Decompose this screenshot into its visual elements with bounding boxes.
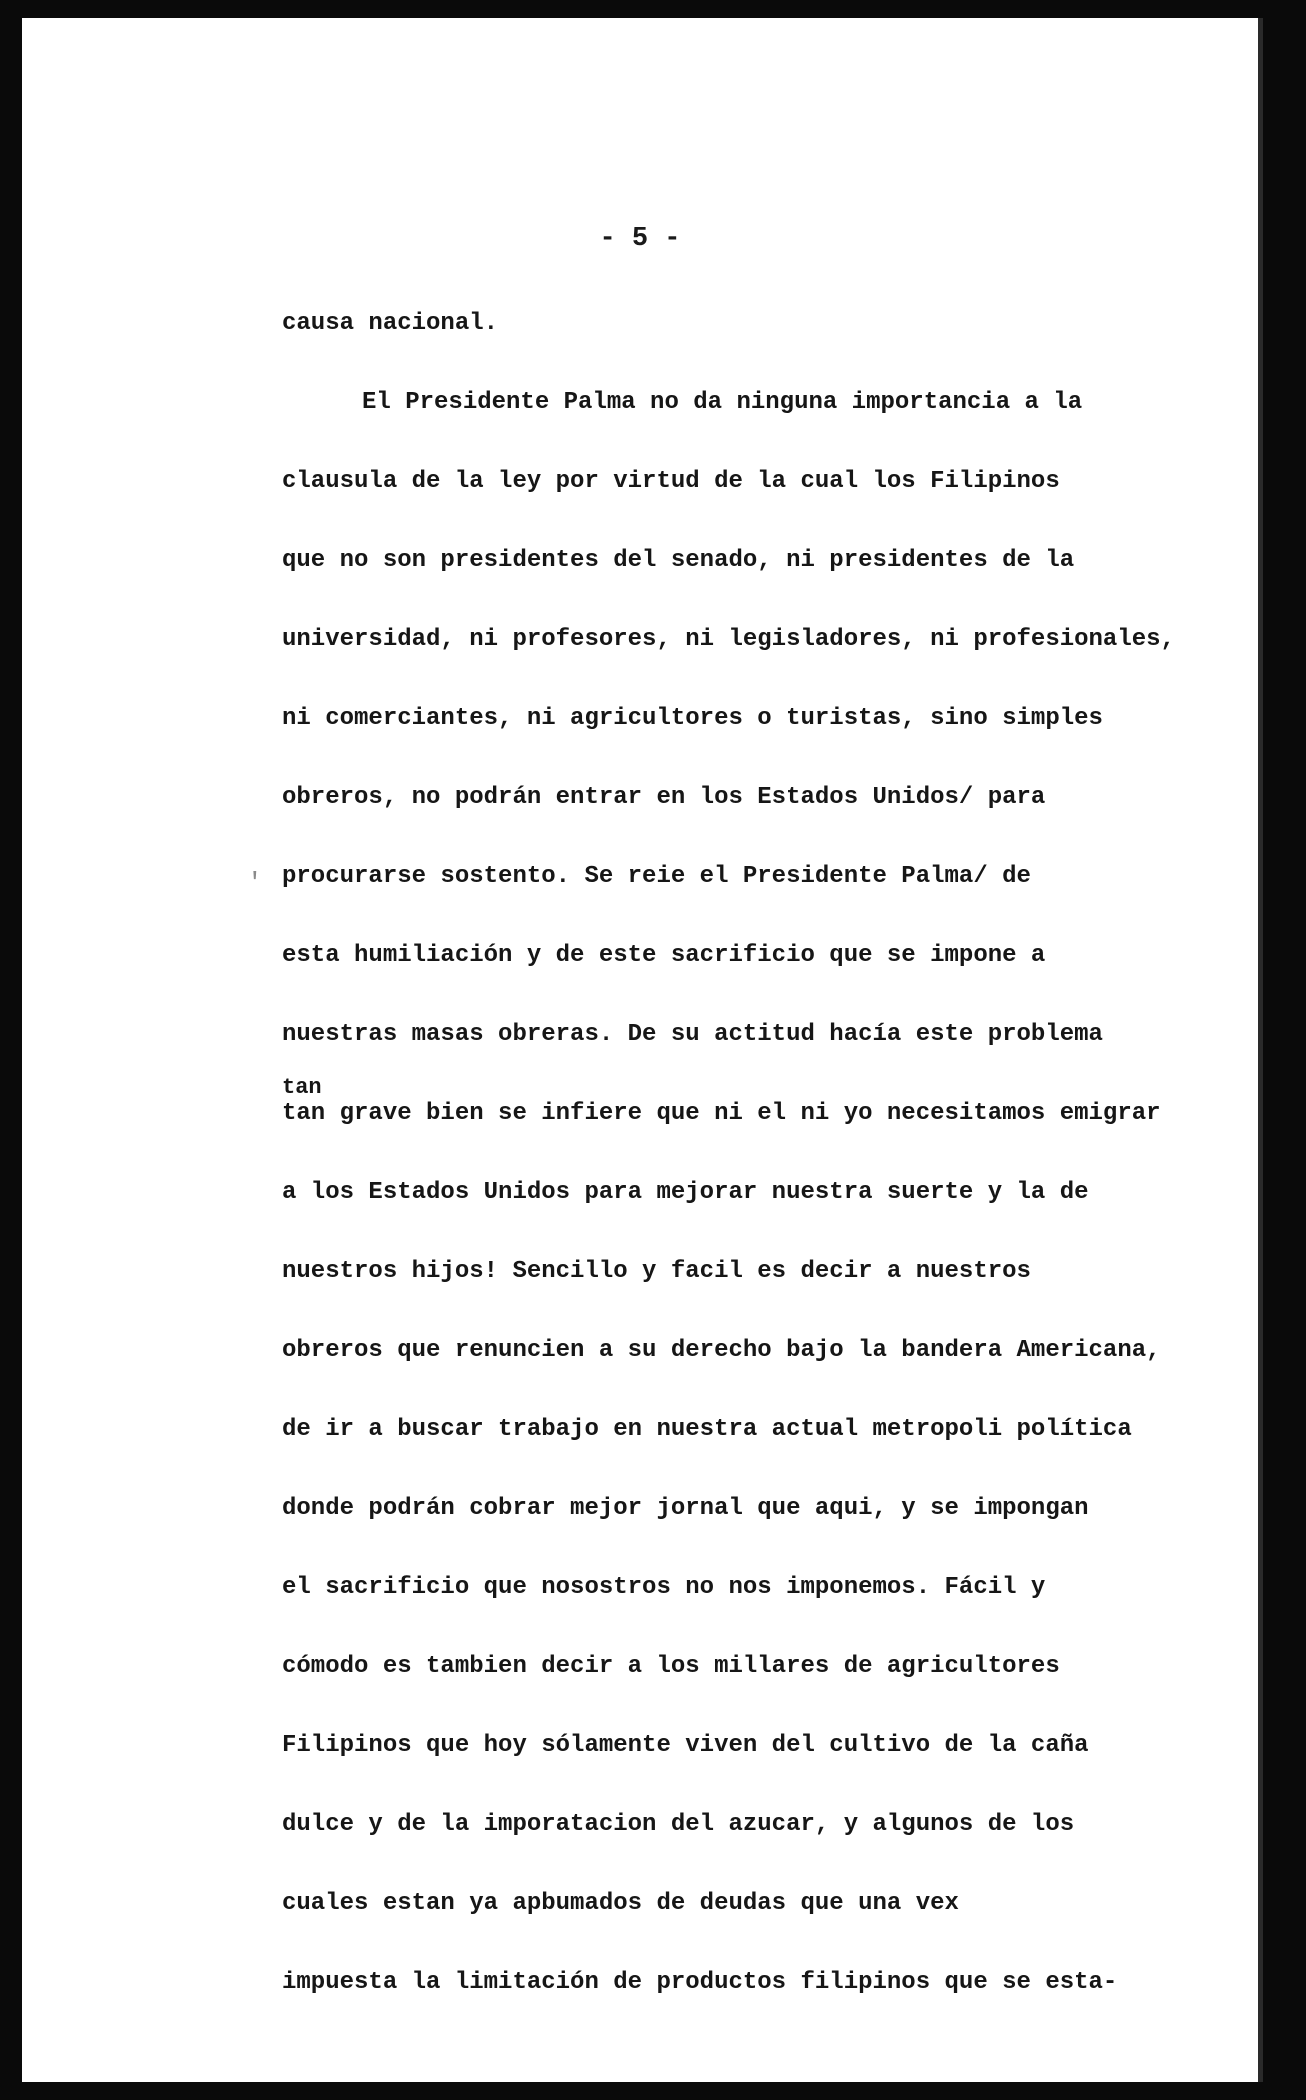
- text-line: causa nacional.: [282, 310, 499, 337]
- page-edge-shadow: [1258, 18, 1263, 2082]
- text-line: a los Estados Unidos para mejorar nuestra suerte y la de: [282, 1179, 1089, 1206]
- text-line: cómodo es tambien decir a los millares de agricultores: [282, 1653, 1060, 1680]
- text-line: tan grave bien se infiere que ni el ni yo necesitamos emigrar: [282, 1100, 1161, 1127]
- text-line: procurarse sostento. Se reie el Presidente Palma/ de: [282, 863, 1031, 890]
- document-page: [22, 18, 1258, 2082]
- text-line: que no son presidentes del senado, ni presidentes de la: [282, 547, 1075, 574]
- body-text: [282, 304, 1242, 2042]
- margin-mark: ': [247, 868, 263, 898]
- text-line: Filipinos que hoy sólamente viven del cultivo de la caña: [282, 1732, 1089, 1759]
- text-line: ni comerciantes, ni agricultores o turistas, sino simples: [282, 705, 1103, 732]
- text-line: el sacrificio que nosostros no nos imponemos. Fácil y: [282, 1574, 1046, 1601]
- text-line: cuales estan ya apbumados de deudas que una vex: [282, 1890, 959, 1917]
- text-line: de ir a buscar trabajo en nuestra actual metropoli política: [282, 1416, 1132, 1443]
- text-line: El Presidente Palma no da ninguna importancia a la: [362, 389, 1083, 416]
- text-line: esta humiliación y de este sacrificio que se impone a: [282, 942, 1046, 969]
- text-line: nuestras masas obreras. De su actitud hacía este problema: [282, 1021, 1103, 1048]
- text-line: impuesta la limitación de productos filipinos que se esta-: [282, 1969, 1118, 1996]
- interlinear-correction: tan: [282, 1075, 322, 1100]
- text-line: universidad, ni profesores, ni legisladores, ni profesionales,: [282, 626, 1175, 653]
- text-line: donde podrán cobrar mejor jornal que aqui, y se impongan: [282, 1495, 1089, 1522]
- text-line: nuestros hijos! Sencillo y facil es decir a nuestros: [282, 1258, 1031, 1285]
- text-line: obreros, no podrán entrar en los Estados Unidos/ para: [282, 784, 1046, 811]
- text-line: dulce y de la imporatacion del azucar, y algunos de los: [282, 1811, 1075, 1838]
- text-line: clausula de la ley por virtud de la cual los Filipinos: [282, 468, 1060, 495]
- text-line-with-correction: [282, 1075, 1242, 1173]
- text-line: obreros que renuncien a su derecho bajo la bandera Americana,: [282, 1337, 1161, 1364]
- page-number: - 5 -: [599, 224, 681, 254]
